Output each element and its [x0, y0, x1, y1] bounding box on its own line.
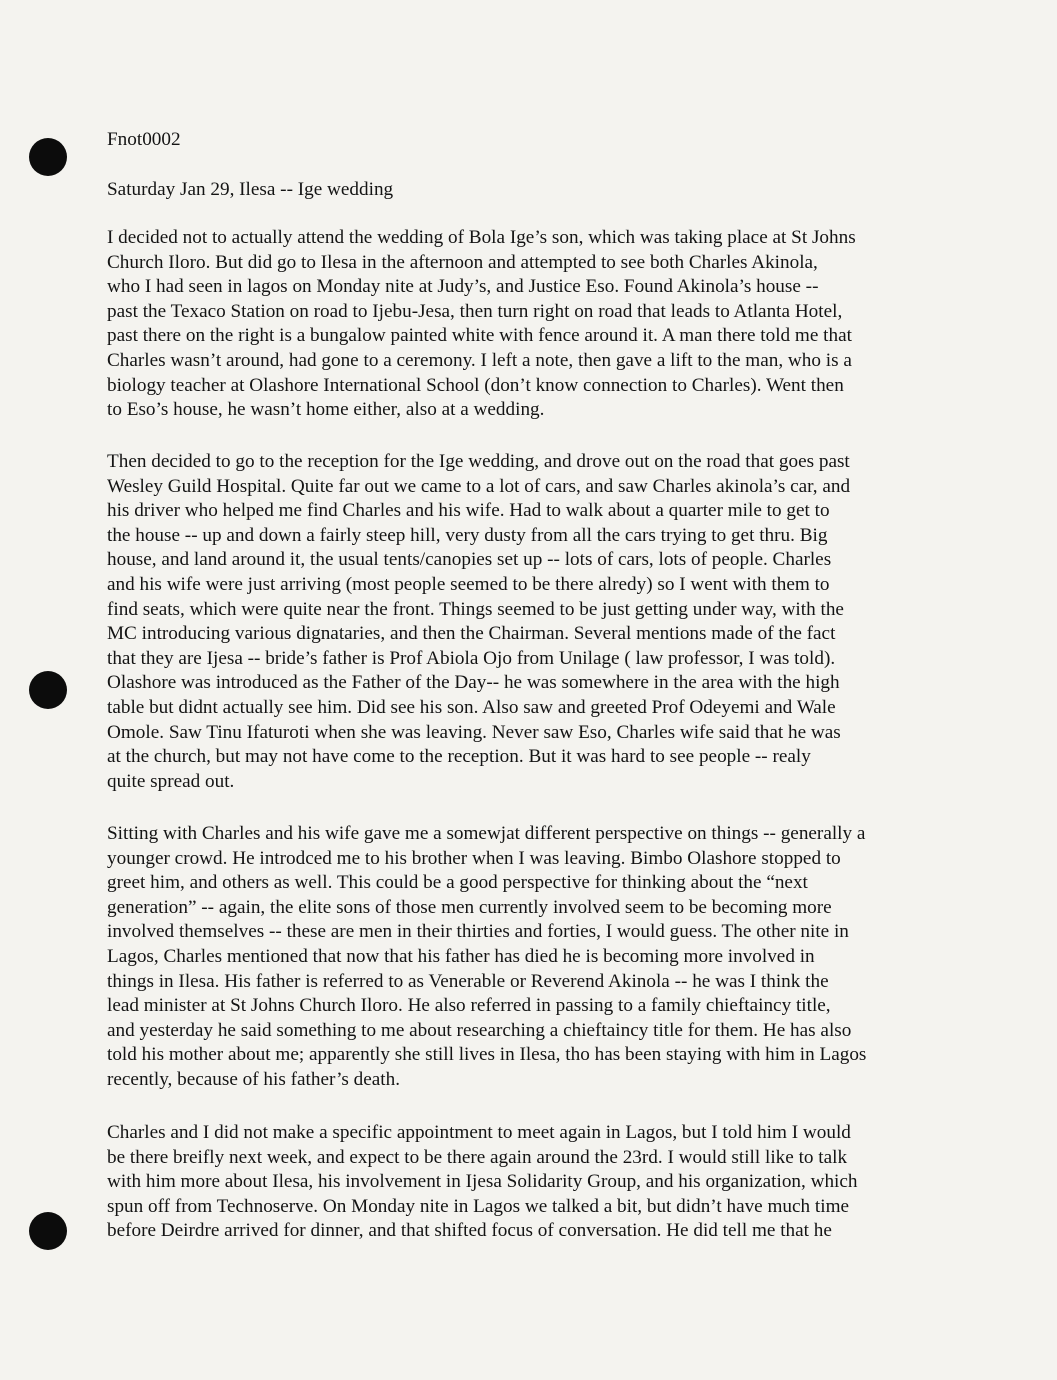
- text-line: biology teacher at Olashore International School (don’t know connection to Charles). Went then: [107, 374, 844, 396]
- text-line: past the Texaco Station on road to Ijebu-Jesa, then turn right on road that leads to Atlanta Hotel,: [107, 300, 843, 322]
- text-line: Lagos, Charles mentioned that now that his father has died he is becoming more involved in: [107, 945, 815, 967]
- text-line: spun off from Technoserve. On Monday nite in Lagos we talked a bit, but didn’t have much time: [107, 1195, 850, 1217]
- text-line: with him more about Ilesa, his involvement in Ijesa Solidarity Group, and his organization, which: [107, 1171, 858, 1193]
- text-line: lead minister at St Johns Church Iloro. He also referred in passing to a family chieftaincy title,: [107, 995, 831, 1017]
- text-line: Church Iloro. But did go to Ilesa in the afternoon and attempted to see both Charles Akinola,: [107, 251, 818, 273]
- date-heading: Saturday Jan 29, Ilesa -- Ige wedding: [107, 179, 394, 200]
- document-id: Fnot0002: [107, 129, 181, 150]
- text-line: Charles wasn’t around, had gone to a ceremony. I left a note, then gave a lift to the man, who is a: [107, 349, 852, 371]
- text-line: I decided not to actually attend the wedding of Bola Ige’s son, which was taking place at St Johns: [107, 227, 856, 248]
- text-line: told his mother about me; apparently she still lives in Ilesa, tho has been staying with him in Lagos: [107, 1044, 867, 1066]
- text-line: at the church, but may not have come to the reception. But it was hard to see people -- realy: [107, 746, 811, 768]
- text-line: his driver who helped me find Charles and his wife. Had to walk about a quarter mile to get to: [107, 500, 830, 522]
- text-line: table but didnt actually see him. Did see his son. Also saw and greeted Prof Odeyemi and Wale: [107, 696, 836, 718]
- text-line: Then decided to go to the reception for the Ige wedding, and drove out on the road that goes past: [107, 451, 850, 472]
- text-line: Omole. Saw Tinu Ifaturoti when she was leaving. Never saw Eso, Charles wife said that he was: [107, 721, 841, 743]
- paragraph-3: [107, 822, 919, 1093]
- text-line: the house -- up and down a fairly steep hill, very dusty from all the cars trying to get thru. Big: [107, 524, 828, 546]
- paragraph-1: [107, 226, 919, 423]
- text-line: greet him, and others as well. This could be a good perspective for thinking about the “next: [107, 872, 808, 894]
- text-line: who I had seen in lagos on Monday nite at Judy’s, and Justice Eso. Found Akinola’s house --: [107, 276, 819, 298]
- text-line: Wesley Guild Hospital. Quite far out we came to a lot of cars, and saw Charles akinola’s car, and: [107, 475, 851, 497]
- paragraph-4: [107, 1121, 919, 1244]
- text-line: MC introducing various dignataries, and then the Chairman. Several mentions made of the fact: [107, 623, 836, 645]
- text-line: things in Ilesa. His father is referred to as Venerable or Reverend Akinola -- he was I think the: [107, 970, 829, 992]
- text-line: be there breifly next week, and expect to be there again around the 23rd. I would still like to talk: [107, 1146, 848, 1168]
- text-line: that they are Ijesa -- bride’s father is Prof Abiola Ojo from Unilage ( law professor, I was told).: [107, 647, 836, 669]
- text-line: Sitting with Charles and his wife gave me a somewjat different perspective on things -- generally a: [107, 823, 866, 844]
- text-line: find seats, which were quite near the front. Things seemed to be just getting under way, with the: [107, 598, 844, 620]
- text-line: before Deirdre arrived for dinner, and that shifted focus of conversation. He did tell me that he: [107, 1220, 832, 1242]
- text-line: involved themselves -- these are men in their thirties and forties, I would guess. The other nite in: [107, 921, 849, 943]
- punch-hole-bottom: [29, 1212, 67, 1250]
- text-line: Olashore was introduced as the Father of the Day-- he was somewhere in the area with the high: [107, 672, 840, 694]
- text-line: generation” -- again, the elite sons of those men currently involved seem to be becoming more: [107, 896, 832, 918]
- text-line: and yesterday he said something to me about researching a chieftaincy title for them. He has also: [107, 1019, 852, 1041]
- text-line: quite spread out.: [107, 770, 235, 792]
- text-line: past there on the right is a bungalow painted white with fence around it. A man there told me that: [107, 325, 852, 347]
- text-line: house, and land around it, the usual tents/canopies set up -- lots of cars, lots of people. Charles: [107, 549, 832, 571]
- paragraph-2: [107, 450, 919, 794]
- text-line: and his wife were just arriving (most people seemed to be there alredy) so I went with them to: [107, 573, 830, 595]
- text-line: Charles and I did not make a specific appointment to meet again in Lagos, but I told him I would: [107, 1122, 851, 1143]
- punch-hole-middle: [29, 671, 67, 709]
- text-line: recently, because of his father’s death.: [107, 1068, 401, 1090]
- text-line: younger crowd. He introdced me to his brother when I was leaving. Bimbo Olashore stopped to: [107, 847, 841, 869]
- punch-hole-top: [29, 138, 67, 176]
- text-line: to Eso’s house, he wasn’t home either, also at a wedding.: [107, 399, 545, 421]
